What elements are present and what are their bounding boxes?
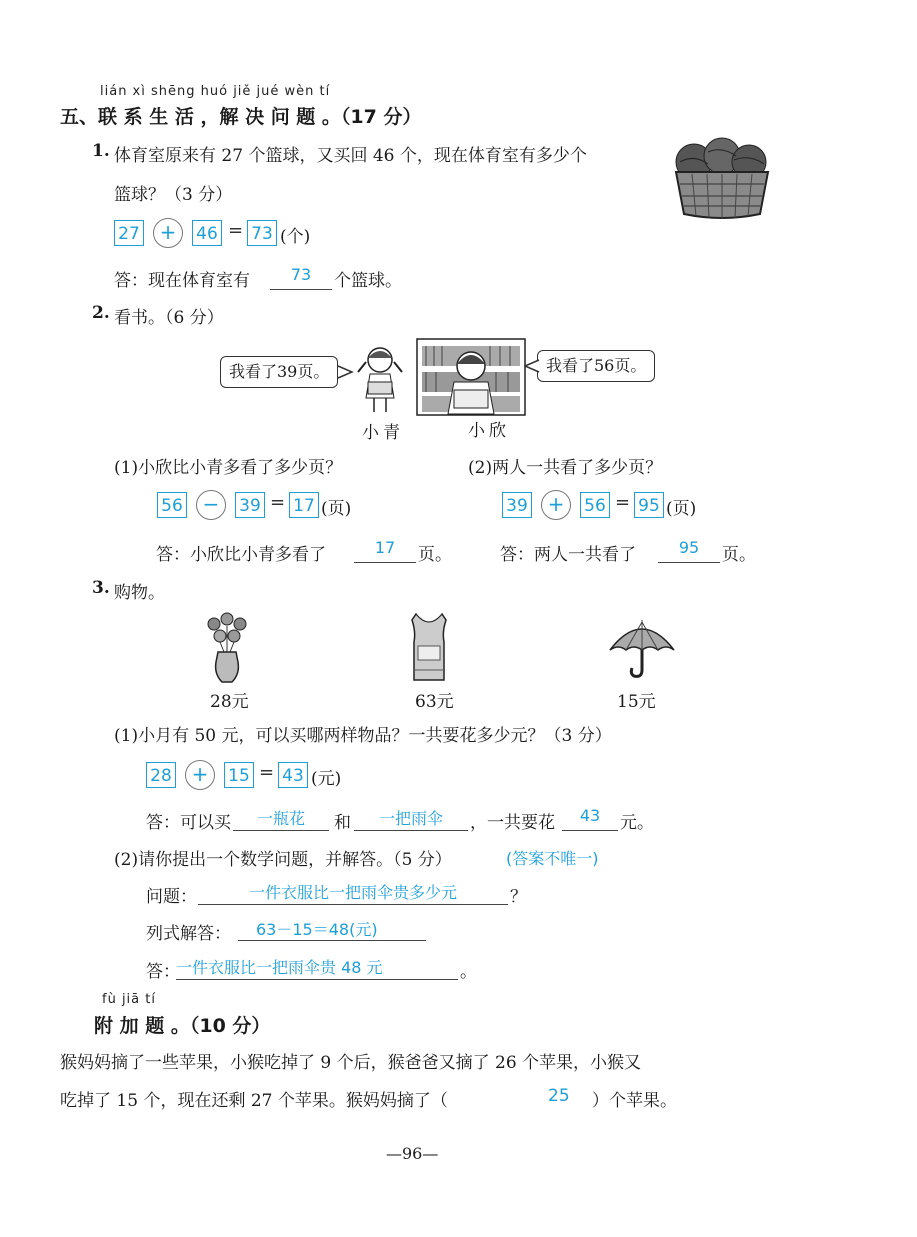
q3-sub1-eq-sign: = <box>259 762 275 783</box>
q3-sub2-ans-suffix: 。 <box>460 962 477 982</box>
q1-eq-b: 46 <box>192 220 222 246</box>
bookshelf-girl-icon <box>416 338 526 416</box>
q3-sub1-blank3: 43 <box>562 806 618 831</box>
q3-sub2-calc-label: 列式解答： <box>146 924 231 944</box>
section-title: 五、联 系 生 活 ，解 决 问 题 。（17 分） <box>60 106 422 128</box>
bubble-right-tail <box>524 358 540 374</box>
girl-reading-icon <box>352 342 410 414</box>
q3-sub1-eq-a: 28 <box>146 762 176 788</box>
price-umbrella: 15元 <box>617 692 656 712</box>
q2-sub2-answer-blank: 95 <box>658 538 720 563</box>
q2-sub1-eq-a: 56 <box>157 492 187 518</box>
bubble-left: 我看了39页。 <box>220 356 338 388</box>
q1-eq-a: 27 <box>114 220 144 246</box>
q3-sub2-ans-value: 一件衣服比一把雨伞贵 48 元 <box>176 955 458 980</box>
q2-title: 看书。（6 分） <box>114 308 224 328</box>
q3-sub2-q-value: 一件衣服比一把雨伞贵多少元 <box>198 880 508 905</box>
q3-sub1-mid: ，一共要花 <box>470 813 555 833</box>
basketball-basket-icon <box>672 134 772 220</box>
q3-sub2-q-suffix: ？ <box>510 887 527 907</box>
q3-sub1-suffix: 元。 <box>620 813 654 833</box>
page-number: —96— <box>386 1144 439 1163</box>
q3-sub1-eq-b: 15 <box>224 762 254 788</box>
q2-sub1-eq-op: − <box>196 490 226 520</box>
price-flower: 28元 <box>210 692 249 712</box>
q3-number: 3. <box>92 578 110 598</box>
q1-line2: 篮球？（3 分） <box>114 185 233 205</box>
q3-sub1-question: (1)小月有 50 元，可以买哪两样物品？一共要花多少元？（3 分） <box>114 726 612 746</box>
q1-answer-suffix: 个篮球。 <box>334 271 402 291</box>
q1-answer-prefix: 答：现在体育室有 <box>114 271 250 291</box>
q3-sub1-eq-op: + <box>185 760 215 790</box>
extra-answer: 25 <box>548 1086 570 1106</box>
umbrella-icon <box>606 614 678 680</box>
q3-sub1-and: 和 <box>334 813 351 833</box>
q3-sub2-q-label: 问题： <box>146 887 197 907</box>
q2-sub2-answer-prefix: 答：两人一共看了 <box>500 545 636 565</box>
q2-sub2-eq-result: 95 <box>634 492 664 518</box>
q2-sub2-eq-unit: (页) <box>666 499 697 519</box>
q2-sub2-eq-sign: = <box>615 492 631 513</box>
q2-sub2-question: (2)两人一共看了多少页？ <box>468 458 663 478</box>
extra-line2-prefix: 吃掉了 15 个，现在还剩 27 个苹果。猴妈妈摘了（ <box>60 1091 448 1111</box>
flower-vase-icon <box>204 612 250 684</box>
q3-sub2-ans-label: 答： <box>146 962 180 982</box>
q2-sub1-eq-sign: = <box>270 492 286 513</box>
q3-sub1-blank2: 一把雨伞 <box>354 806 468 831</box>
extra-line1: 猴妈妈摘了一些苹果，小猴吃掉了 9 个后，猴爸爸又摘了 26 个苹果，小猴又 <box>60 1053 642 1073</box>
name-xiaoxin: 小欣 <box>468 421 510 441</box>
q1-eq-unit: (个) <box>280 227 311 247</box>
extra-line2-suffix: ）个苹果。 <box>592 1091 677 1111</box>
q2-sub1-answer-suffix: 页。 <box>418 545 452 565</box>
q2-sub2-eq-b: 56 <box>580 492 610 518</box>
q2-number: 2. <box>92 303 110 323</box>
q2-sub1-answer-blank: 17 <box>354 538 416 563</box>
q2-sub1-question: (1)小欣比小青多看了多少页？ <box>114 458 343 478</box>
q2-sub2-eq-a: 39 <box>502 492 532 518</box>
q3-sub1-blank1: 一瓶花 <box>233 806 329 831</box>
q2-sub1-eq-unit: (页) <box>321 499 352 519</box>
q3-sub1-eq-result: 43 <box>278 762 308 788</box>
name-xiaoqing: 小青 <box>362 423 404 443</box>
q2-sub1-answer-prefix: 答：小欣比小青多看了 <box>156 545 326 565</box>
q3-sub2-note: (答案不唯一) <box>506 849 599 868</box>
q3-sub1-answer-prefix: 答：可以买 <box>146 813 231 833</box>
q3-sub1-eq-unit: (元) <box>311 769 342 789</box>
bubble-right: 我看了56页。 <box>537 350 655 382</box>
q2-sub1-eq-result: 17 <box>289 492 319 518</box>
q1-eq-result: 73 <box>247 220 277 246</box>
q1-eq-sign: = <box>228 220 244 241</box>
q2-sub2-answer-suffix: 页。 <box>722 545 756 565</box>
shirt-icon <box>402 612 456 682</box>
q1-answer-blank: 73 <box>270 265 332 290</box>
q2-sub1-eq-b: 39 <box>235 492 265 518</box>
extra-pinyin: fù jiā tí <box>102 992 156 1007</box>
q1-line1: 体育室原来有 27 个篮球，又买回 46 个，现在体育室有多少个 <box>114 146 587 166</box>
q3-sub2-question: (2)请你提出一个数学问题，并解答。（5 分） <box>114 850 452 870</box>
extra-title: 附 加 题 。（10 分） <box>94 1015 271 1037</box>
price-shirt: 63元 <box>415 692 454 712</box>
q1-eq-op: + <box>153 218 183 248</box>
q2-sub2-eq-op: + <box>541 490 571 520</box>
q3-sub2-calc-value: 63－15＝48(元) <box>238 917 426 941</box>
q3-title: 购物。 <box>114 583 165 603</box>
section-pinyin: lián xì shēng huó jiě jué wèn tí <box>100 84 331 99</box>
q1-number: 1. <box>92 141 110 161</box>
